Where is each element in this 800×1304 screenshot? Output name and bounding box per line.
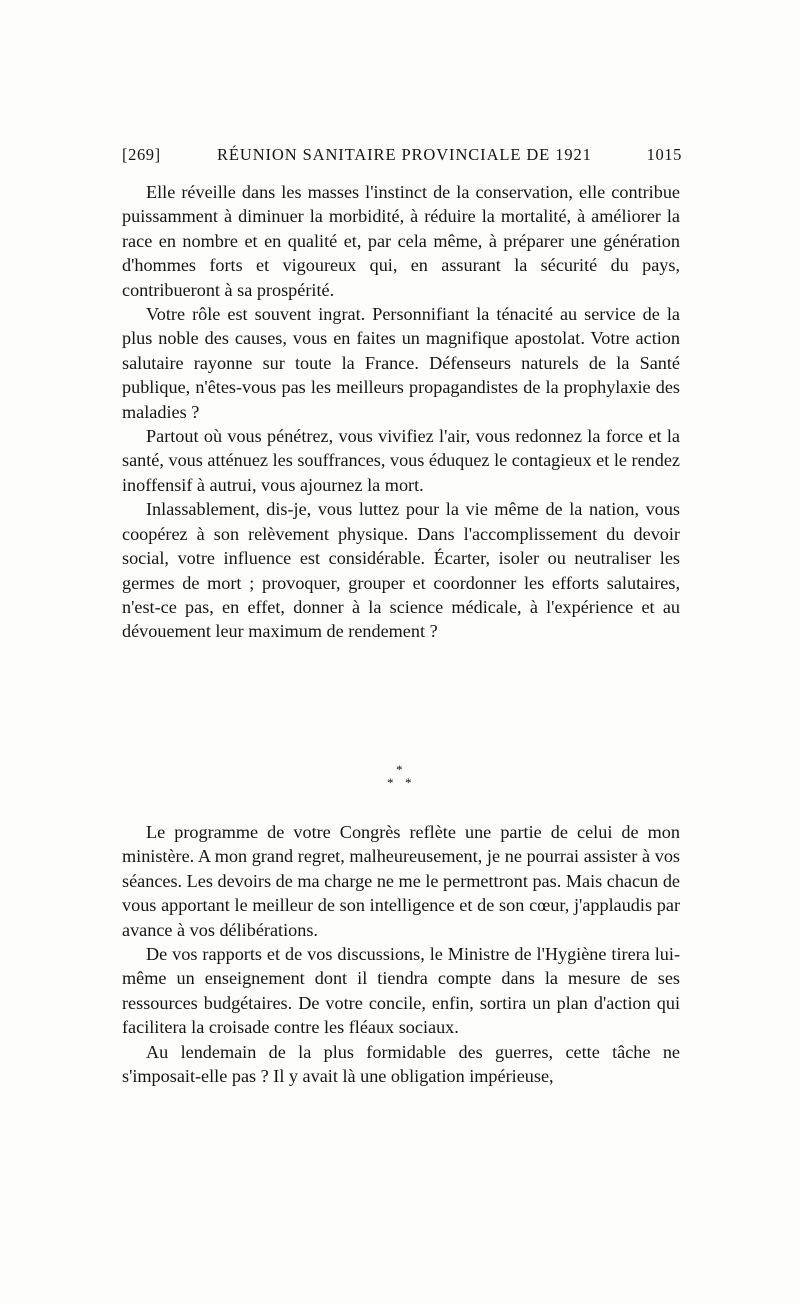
separator-star-left: * <box>387 775 394 790</box>
running-header <box>122 145 682 169</box>
paragraph-inlassablement: Inlassablement, dis-je, vous luttez pour la vie même de la nation, vous coopérez à son relèvement physique. Dans l'accomplissement du devoir social, votre influence est considérable. Écarter, isoler ou neutraliser les germes de mort ; provoquer, grouper et coordonner les efforts salutaires, n'est-ce pas, en effet, donner à la science médicale, à l'expérience et au dévouement leur maximum de rendement ? <box>122 499 680 642</box>
section-separator <box>378 763 422 797</box>
text-block-top <box>122 180 680 644</box>
paragraph-conservation: Elle réveille dans les masses l'instinct de la conservation, elle contribue puissamment à diminuer la morbidité, à réduire la mortalité, à améliorer la race en nombre et en qualité et, par cela même, à préparer une génération d'hommes forts et vigoureux qui, en assurant la sécurité du pays, contribueront à sa prospérité. <box>122 182 680 300</box>
page-number: 1015 <box>646 145 682 164</box>
paragraph-role: Votre rôle est souvent ingrat. Personnifiant la ténacité au service de la plus noble des causes, vous en faites un magnifique apostolat. Votre action salutaire rayonne sur toute la France. Défenseurs naturels de la Santé publique, n'êtes-vous pas les meilleurs propagandistes de la prophylaxie des maladies ? <box>122 304 680 422</box>
page-bracket-number: [269] <box>122 145 161 164</box>
paragraph-programme: Le programme de votre Congrès reflète une partie de celui de mon ministère. A mon grand regret, malheureusement, je ne pourrai assister à vos séances. Les devoirs de ma charge ne me le permettront pas. Mais chacun de vous apportant le meilleur de son intelligence et de son cœur, j'applaudis par avance à vos délibérations. <box>122 822 680 940</box>
text-block-bottom <box>122 820 680 1088</box>
paragraph-rapports: De vos rapports et de vos discussions, le Ministre de l'Hygiène tirera lui-même un enseignement dont il tiendra compte dans la mesure de ses ressources budgétaires. De votre concile, enfin, sortira un plan d'action qui facilitera la croisade contre les fléaux sociaux. <box>122 944 680 1038</box>
paragraph-partout: Partout où vous pénétrez, vous vivifiez l'air, vous redonnez la force et la santé, vous atténuez les souffrances, vous éduquez le contagieux et le rendez inoffensif à autrui, vous ajournez la mort. <box>122 426 680 495</box>
separator-star-top: * <box>396 762 403 777</box>
running-title: RÉUNION SANITAIRE PROVINCIALE DE 1921 <box>217 145 592 164</box>
separator-star-right: * <box>405 775 412 790</box>
paragraph-lendemain: Au lendemain de la plus formidable des guerres, cette tâche ne s'imposait-elle pas ? Il y avait là une obligation impérieuse, <box>122 1041 680 1087</box>
